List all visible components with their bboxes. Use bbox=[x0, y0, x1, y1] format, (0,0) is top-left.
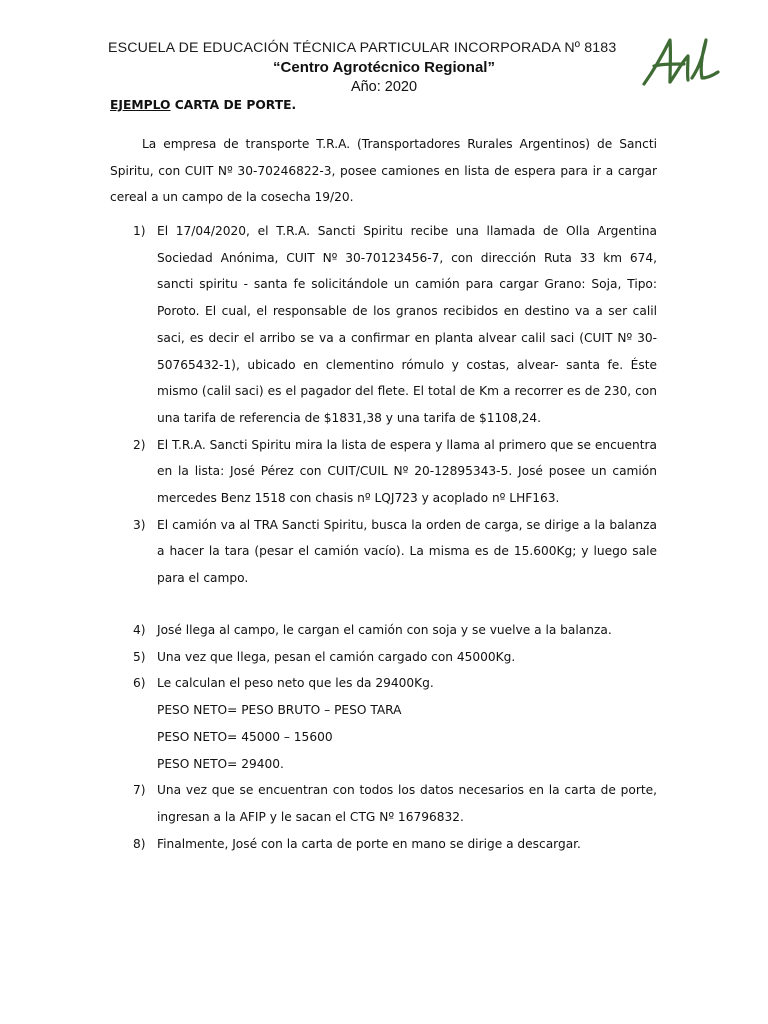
step-text: El camión va al TRA Sancti Spiritu, busca la orden de carga, se dirige a la balanza a hacer la tara (pesar el camión vacío). La misma es de 15.600Kg; y luego sale para el campo. bbox=[157, 517, 657, 586]
step-number: 2) bbox=[133, 437, 146, 452]
step-text: Le calculan el peso neto que les da 29400Kg. bbox=[157, 676, 434, 691]
formula-line: PESO NETO= PESO BRUTO – PESO TARA bbox=[157, 703, 402, 718]
school-name: ESCUELA DE EDUCACIÓN TÉCNICA PARTICULAR INCORPORADA Nº 8183 bbox=[108, 40, 617, 56]
step-text: Una vez que se encuentran con todos los datos necesarios en la carta de porte, ingresan a la AFIP y le sacan el CTG Nº 16796832. bbox=[157, 783, 657, 824]
title-rest: CARTA DE PORTE. bbox=[170, 98, 297, 112]
step-text: Una vez que llega, pesan el camión cargado con 45000Kg. bbox=[157, 649, 516, 664]
step-number: 7) bbox=[133, 783, 146, 798]
step-2 bbox=[110, 432, 657, 512]
title-underlined: EJEMPLO bbox=[110, 98, 171, 112]
step-number: 6) bbox=[133, 676, 146, 691]
step-5 bbox=[110, 644, 657, 671]
document-title bbox=[110, 98, 296, 112]
steps-list bbox=[110, 218, 657, 592]
step-8 bbox=[110, 831, 657, 858]
step-3 bbox=[110, 512, 657, 592]
step-7 bbox=[110, 777, 657, 830]
step-4 bbox=[110, 617, 657, 644]
step-text: El T.R.A. Sancti Spiritu mira la lista de espera y llama al primero que se encuentra en la lista: José Pérez con CUIT/CUIL Nº 20-12895343-5. José posee un camión mercedes Benz 1518 con chasis nº LQJ723 y acoplado nº LHF163. bbox=[157, 437, 657, 506]
step-number: 4) bbox=[133, 623, 146, 637]
step-text: José llega al campo, le cargan el camión con soja y se vuelve a la balanza. bbox=[157, 623, 612, 637]
step-6 bbox=[110, 670, 657, 777]
formula-line: PESO NETO= 45000 – 15600 bbox=[157, 729, 333, 744]
steps-list-continued bbox=[110, 617, 657, 857]
step-number: 3) bbox=[133, 517, 146, 532]
center-name: “Centro Agrotécnico Regional” bbox=[273, 59, 495, 76]
school-monogram-logo-icon bbox=[640, 34, 720, 90]
step-number: 8) bbox=[133, 836, 146, 851]
step-text: El 17/04/2020, el T.R.A. Sancti Spiritu recibe una llamada de Olla Argentina Sociedad Anónima, CUIT Nº 30-70123456-7, con dirección Ruta 33 km 674, sancti spiritu - santa fe solicitándole un camión para cargar Grano: Soja, Tipo: Poroto. El cual, el responsable de los granos recibidos en destino va a ser calil saci, es decir el arribo se va a confirmar en planta alvear calil saci (CUIT Nº 30-50765432-1), ubicado en clementino rómulo y costas, alvear- santa fe. Éste mismo (calil saci) es el pagador del flete. El total de Km a recorrer es de 230, con una tarifa de referencia de $1831,38 y una tarifa de $1108,24. bbox=[157, 224, 657, 425]
document-year: Año: 2020 bbox=[350, 79, 418, 95]
intro-paragraph: La empresa de transporte T.R.A. (Transportadores Rurales Argentinos) de Sancti Spiritu, con CUIT Nº 30-70246822-3, posee camiones en lista de espera para ir a cargar cereal a un campo de la cosecha 19/20. bbox=[110, 137, 657, 204]
step-1 bbox=[110, 218, 657, 432]
step-text: Finalmente, José con la carta de porte en mano se dirige a descargar. bbox=[157, 836, 581, 851]
formula-line: PESO NETO= 29400. bbox=[157, 756, 284, 771]
step-number: 1) bbox=[133, 224, 146, 238]
step-number: 5) bbox=[133, 649, 146, 664]
